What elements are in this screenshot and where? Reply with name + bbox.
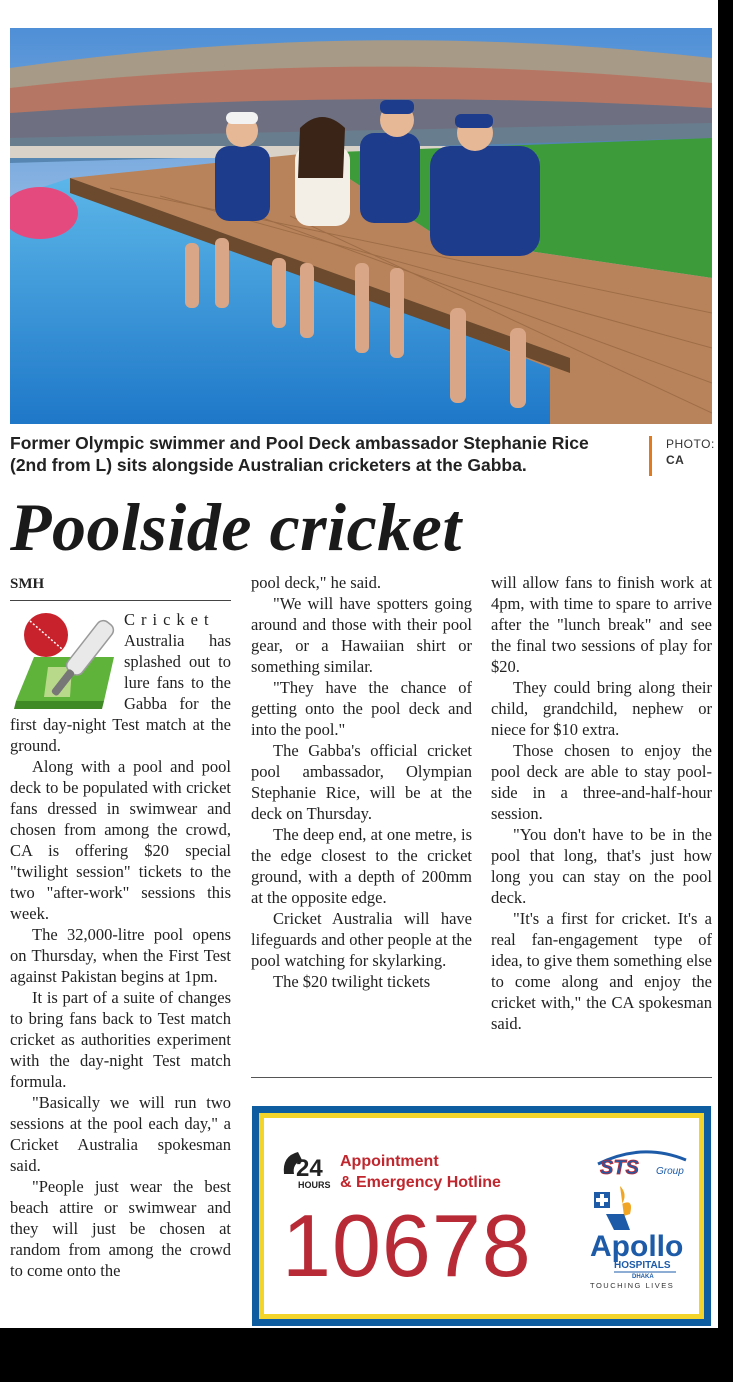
advertisement-panel: [259, 1113, 704, 1319]
hospital-advertisement: [252, 1106, 711, 1326]
photo-credit: [649, 436, 715, 476]
hotline-number: 10678: [282, 1196, 532, 1295]
photo-credit-value: CA: [666, 453, 685, 467]
paragraph: Along with a pool and pool deck to be populated with cricket fans dressed in swimwear and chosen from among the crowd, CA is offering $20 special "twilight session" tickets to the two "after-work" sessions this week.: [10, 757, 231, 923]
paragraph: will allow fans to finish work at 4pm, with time to spare to arrive after the "lunch break" and see the final two sessions of play for $20.: [491, 573, 712, 676]
paragraph: pool deck," he said.: [251, 573, 381, 592]
article-column-3: [491, 572, 712, 1034]
photo-caption: Former Olympic swimmer and Pool Deck ambassador Stephanie Rice (2nd from L) sits alongside Australian cricketers at the Gabba.: [10, 433, 589, 475]
apollo-hospitals-logo: [584, 1184, 684, 1290]
sts-group-logo: [594, 1146, 690, 1180]
apollo-sub: HOSPITALS: [614, 1260, 671, 1271]
paragraph: "They have the chance of getting onto the pool deck and into the pool.": [251, 678, 472, 739]
byline: SMH: [10, 574, 231, 601]
paragraph: Those chosen to enjoy the pool deck are able to stay pool-side in a three-and-half-hour session.: [491, 741, 712, 823]
ad-title: [340, 1151, 501, 1193]
photo-credit-label: PHOTO:: [666, 437, 715, 451]
hours-label: HOURS: [298, 1180, 331, 1190]
paragraph: The $20 twilight tickets: [273, 972, 431, 991]
paragraph: Cricket Australia will have lifeguards and other people at the pool watching for skylarking.: [251, 909, 472, 970]
apollo-city: DHAKA: [632, 1274, 654, 1280]
apollo-name: Apollo: [590, 1230, 684, 1263]
ad-title-line2: & Emergency Hotline: [340, 1174, 501, 1191]
24-hours-phone-icon: [280, 1148, 336, 1192]
paragraph: The 32,000-litre pool opens on Thursday, when the First Test against Pakistan begins at 1pm.: [10, 925, 231, 986]
paragraph: "We will have spotters going around and those with their pool gear, or a Hawaiian shirt or something similar.: [251, 594, 472, 676]
paragraph: They could bring along their child, grandchild, nephew or niece for $10 extra.: [491, 678, 712, 739]
paragraph: The deep end, at one metre, is the edge closest to the cricket ground, with a depth of 200mm at the opposite edge.: [251, 825, 472, 907]
paragraph: "You don't have to be in the pool that long, that's just how long you can stay on the pool deck.: [491, 825, 712, 907]
sts-group-text: Group: [656, 1166, 684, 1177]
article-headline: Poolside cricket: [10, 489, 462, 565]
sts-text: STS: [600, 1157, 639, 1179]
paragraph: The Gabba's official cricket pool ambassador, Olympian Stephanie Rice, will be at the deck on Thursday.: [251, 741, 472, 823]
stadium-pool-photo: [10, 28, 712, 424]
paragraph: "People just wear the best beach attire or swimwear and they will just be chosen at random from among the crowd to come onto the: [10, 1177, 231, 1280]
article-column-1: [10, 572, 231, 1281]
paragraph: "Basically we will run two sessions at the pool each day," a Cricket Australia spokesman said.: [10, 1093, 231, 1175]
paragraph: It is part of a suite of changes to bring fans back to Test match cricket as authorities experiment with the day-night Test match formula.: [10, 988, 231, 1091]
section-divider: [251, 1077, 712, 1078]
article-photo: [10, 28, 712, 424]
apollo-tagline: TOUCHING LIVES: [590, 1281, 675, 1290]
cricket-ball-bat-icon: [10, 609, 116, 711]
ad-title-line1: Appointment: [340, 1153, 439, 1170]
paragraph: "It's a first for cricket. It's a real fan-engagement type of idea, to give them something else to come along and enjoy the cricket with," the CA spokesman said.: [491, 909, 712, 1033]
intro-first-word: Cricket: [124, 610, 215, 629]
intro-paragraph: Australia has splashed out to lure fans to the Gabba for the first day-night Test match at the ground.: [10, 631, 231, 755]
article-column-2: [251, 572, 472, 992]
hours-number: 24: [296, 1155, 323, 1182]
